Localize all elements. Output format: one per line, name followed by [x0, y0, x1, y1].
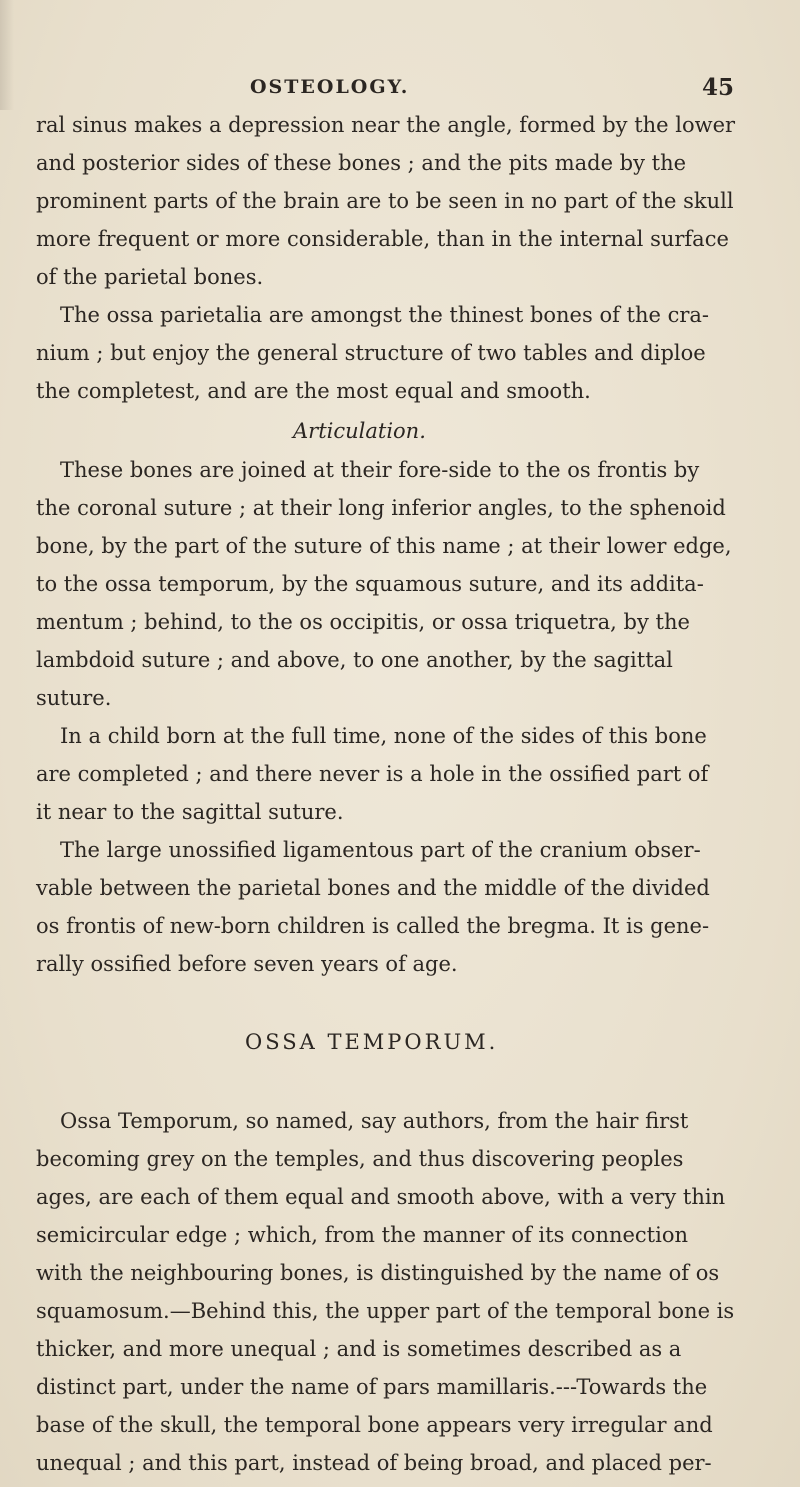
text-line: distinct part, under the name of pars mamillaris.---Towards the — [36, 1375, 708, 1400]
text-line: rally ossified before seven years of age. — [36, 951, 458, 976]
text-line: prominent parts of the brain are to be seen in no part of the skull — [36, 188, 734, 213]
text-line: nium ; but enjoy the general structure of two tables and diploe — [36, 340, 706, 365]
text-line: lambdoid suture ; and above, to one another, by the sagittal — [36, 648, 673, 673]
page-number: 45 — [702, 74, 735, 101]
text-line: semicircular edge ; which, from the manner of its connection — [36, 1223, 689, 1248]
running-head: OSTEOLOGY. — [250, 76, 410, 98]
text-line: The ossa parietalia are amongst the thinest bones of the cra- — [60, 302, 710, 327]
section-subheading: Articulation. — [293, 418, 426, 443]
text-line: mentum ; behind, to the os occipitis, or ossa triquetra, by the — [36, 610, 690, 635]
text-line: and posterior sides of these bones ; and the pits made by the — [36, 150, 687, 175]
text-line: it near to the sagittal suture. — [36, 800, 344, 825]
text-line: more frequent or more considerable, than in the internal surface — [36, 226, 729, 251]
text-line: the coronal suture ; at their long inferior angles, to the sphenoid — [36, 496, 726, 521]
text-line: are completed ; and there never is a hole in the ossified part of — [36, 762, 709, 787]
text-line: with the neighbouring bones, is distinguished by the name of os — [36, 1261, 720, 1286]
text-line: ages, are each of them equal and smooth above, with a very thin — [36, 1185, 726, 1210]
text-line: squamosum.—Behind this, the upper part of the temporal bone is — [36, 1299, 735, 1324]
text-line: thicker, and more unequal ; and is sometimes described as a — [36, 1337, 682, 1362]
text-line: the completest, and are the most equal and smooth. — [36, 378, 591, 403]
text-line: ral sinus makes a depression near the angle, formed by the lower — [36, 113, 736, 137]
text-line: becoming grey on the temples, and thus discovering peoples — [36, 1147, 684, 1172]
text-line: suture. — [36, 686, 112, 711]
text-line: In a child born at the full time, none of the sides of this bone — [60, 724, 707, 749]
text-line: of the parietal bones. — [36, 264, 264, 289]
page-header — [0, 76, 800, 106]
text-line: unequal ; and this part, instead of being broad, and placed per- — [36, 1451, 712, 1475]
text-line: These bones are joined at their fore-side to the os frontis by — [60, 458, 700, 483]
text-line: The large unossified ligamentous part of the cranium obser- — [60, 838, 701, 863]
text-line: bone, by the part of the suture of this name ; at their lower edge, — [36, 534, 732, 559]
section-title: OSSA TEMPORUM. — [245, 1029, 499, 1054]
text-line: vable between the parietal bones and the middle of the divided — [36, 876, 710, 901]
text-line: base of the skull, the temporal bone appears very irregular and — [36, 1413, 713, 1438]
text-line: os frontis of new-born children is called the bregma. It is gene- — [36, 913, 710, 938]
text-line: Ossa Temporum, so named, say authors, from the hair first — [60, 1109, 689, 1134]
text-line: to the ossa temporum, by the squamous suture, and its addita- — [36, 572, 704, 597]
